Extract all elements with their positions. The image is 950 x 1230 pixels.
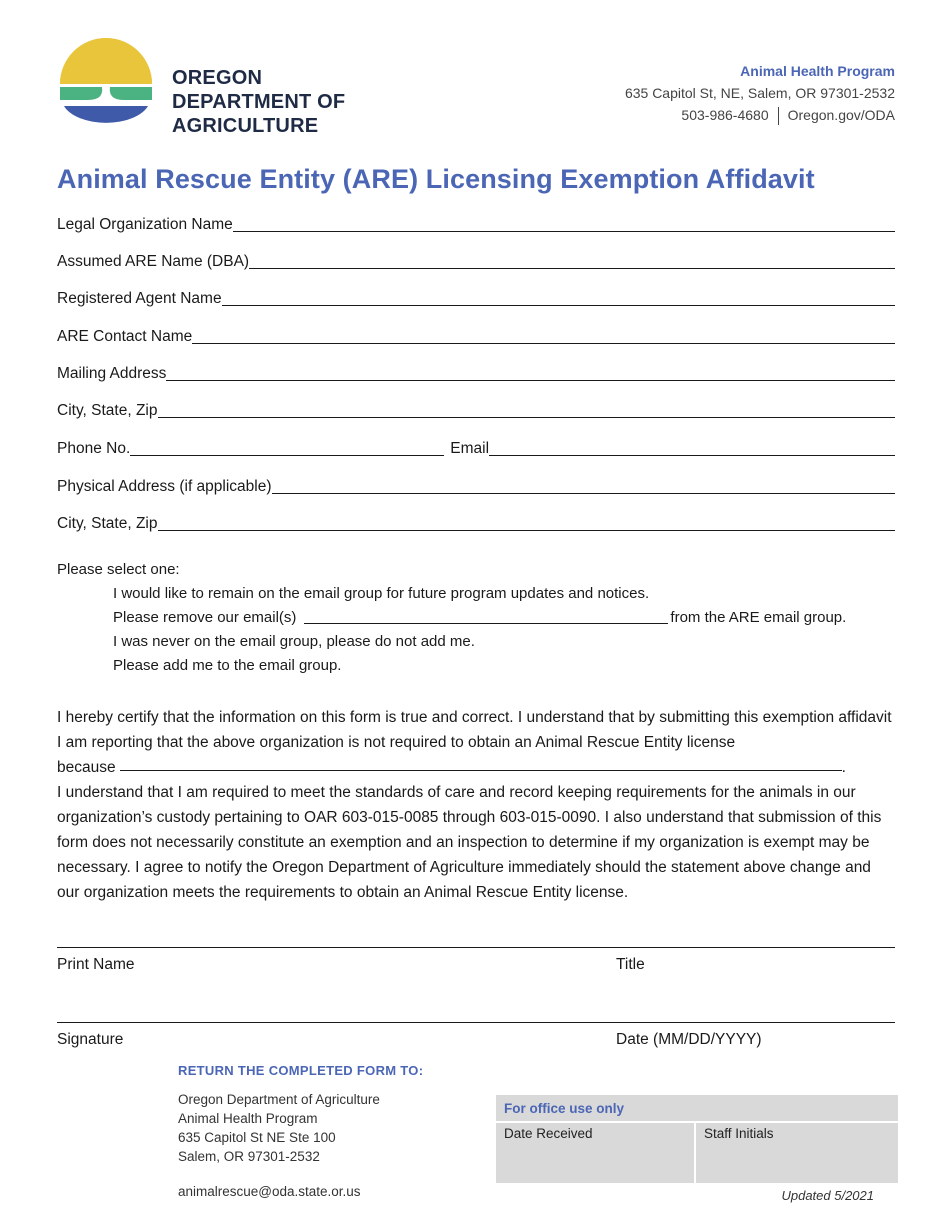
- field-label: Mailing Address: [57, 365, 167, 382]
- input-line[interactable]: [222, 305, 895, 306]
- return-address-line: Salem, OR 97301-2532: [178, 1149, 320, 1164]
- physical-city-state-zip-field[interactable]: [57, 511, 895, 533]
- input-line[interactable]: [249, 268, 895, 269]
- field-label: Physical Address (if applicable): [57, 478, 272, 495]
- input-line[interactable]: [233, 231, 895, 232]
- field-label: ARE Contact Name: [57, 328, 193, 345]
- period: .: [841, 759, 846, 776]
- input-line[interactable]: [192, 343, 895, 344]
- physical-address-field[interactable]: [57, 474, 895, 496]
- input-line[interactable]: [158, 530, 896, 531]
- input-line[interactable]: [158, 417, 896, 418]
- return-address-line: 635 Capitol St NE Ste 100: [178, 1130, 336, 1145]
- return-address: [178, 1090, 380, 1166]
- email-input-line[interactable]: [489, 455, 895, 456]
- input-line[interactable]: [272, 493, 895, 494]
- option-remove-prefix: Please remove our email(s): [113, 609, 297, 626]
- agency-address: 635 Capitol St, NE, Salem, OR 97301-2532: [624, 85, 895, 101]
- title-label: Title: [616, 956, 645, 973]
- field-label: Registered Agent Name: [57, 290, 222, 307]
- office-use-box: [496, 1095, 898, 1183]
- agency-phone: 503-986-4680: [681, 107, 769, 123]
- return-address-line: Oregon Department of Agriculture: [178, 1092, 380, 1107]
- field-label: City, State, Zip: [57, 515, 158, 532]
- signature-label: Signature: [57, 1031, 124, 1048]
- legal-org-name-field[interactable]: [57, 212, 895, 234]
- field-label: City, State, Zip: [57, 402, 158, 419]
- registered-agent-field[interactable]: [57, 286, 895, 308]
- agency-website[interactable]: Oregon.gov/ODA: [787, 107, 895, 123]
- updated-date: Updated 5/2021: [781, 1188, 874, 1203]
- city-state-zip-field[interactable]: [57, 398, 895, 420]
- option-remove[interactable]: [113, 609, 846, 626]
- date-received-label: Date Received: [504, 1126, 593, 1141]
- option-add[interactable]: Please add me to the email group.: [113, 657, 342, 674]
- oda-logo-icon: [58, 38, 168, 130]
- input-line[interactable]: [166, 380, 895, 381]
- page-title: Animal Rescue Entity (ARE) Licensing Exemption Affidavit: [57, 164, 815, 194]
- because-label: because: [57, 759, 116, 776]
- return-address-line: Animal Health Program: [178, 1111, 318, 1126]
- phone-input-line[interactable]: [130, 455, 444, 456]
- because-input-line[interactable]: [120, 770, 842, 771]
- mailing-address-field[interactable]: [57, 361, 895, 383]
- return-email[interactable]: animalrescue@oda.state.or.us: [178, 1184, 361, 1199]
- divider: [694, 1121, 696, 1183]
- print-name-label: Print Name: [57, 956, 135, 973]
- certification-para-1: I hereby certify that the information on this form is true and correct. I understand that by submitting this exemption affidavit I am reporting that the above organization is not required to obtain an Animal Rescue Entity license: [57, 709, 892, 751]
- logo-wordmark: OREGON DEPARTMENT OF AGRICULTURE: [172, 67, 346, 137]
- date-label: Date (MM/DD/YYYY): [616, 1031, 762, 1048]
- remove-email-input-line[interactable]: [304, 623, 668, 624]
- field-label: Email: [450, 440, 490, 457]
- option-remain[interactable]: I would like to remain on the email group for future program updates and notices.: [113, 585, 650, 602]
- option-never[interactable]: I was never on the email group, please do not add me.: [113, 633, 475, 650]
- return-heading: RETURN THE COMPLETED FORM TO:: [178, 1063, 424, 1078]
- signature-line[interactable]: [57, 1022, 895, 1023]
- field-label: Phone No.: [57, 440, 131, 457]
- option-remove-suffix: from the ARE email group.: [670, 609, 847, 626]
- phone-email-row[interactable]: [57, 436, 895, 458]
- contact-name-field[interactable]: [57, 324, 895, 346]
- staff-initials-label: Staff Initials: [704, 1126, 774, 1141]
- certification-text: [57, 705, 897, 905]
- divider: [778, 107, 779, 125]
- agency-contact: [625, 60, 895, 126]
- program-name: Animal Health Program: [740, 63, 895, 79]
- office-use-header: [496, 1095, 898, 1123]
- certification-para-2: I understand that I am required to meet the standards of care and record keeping requirements for the animals in our organization’s custody pertaining to OAR 603-015-0085 through 603-015-0090. I also understand that submission of this form does not necessarily constitute an exemption and an inspection to determine if my organization is exempt may be necessary. I agree to notify the Oregon Department of Agriculture immediately should the statement above change and our organization meets the requirements to obtain an Animal Rescue Entity license.: [57, 784, 882, 901]
- print-name-line[interactable]: [57, 947, 895, 948]
- assumed-name-field[interactable]: [57, 249, 895, 271]
- select-prompt: Please select one:: [57, 561, 180, 578]
- field-label: Legal Organization Name: [57, 216, 233, 233]
- office-use-heading: For office use only: [504, 1101, 625, 1116]
- field-label: Assumed ARE Name (DBA): [57, 253, 250, 270]
